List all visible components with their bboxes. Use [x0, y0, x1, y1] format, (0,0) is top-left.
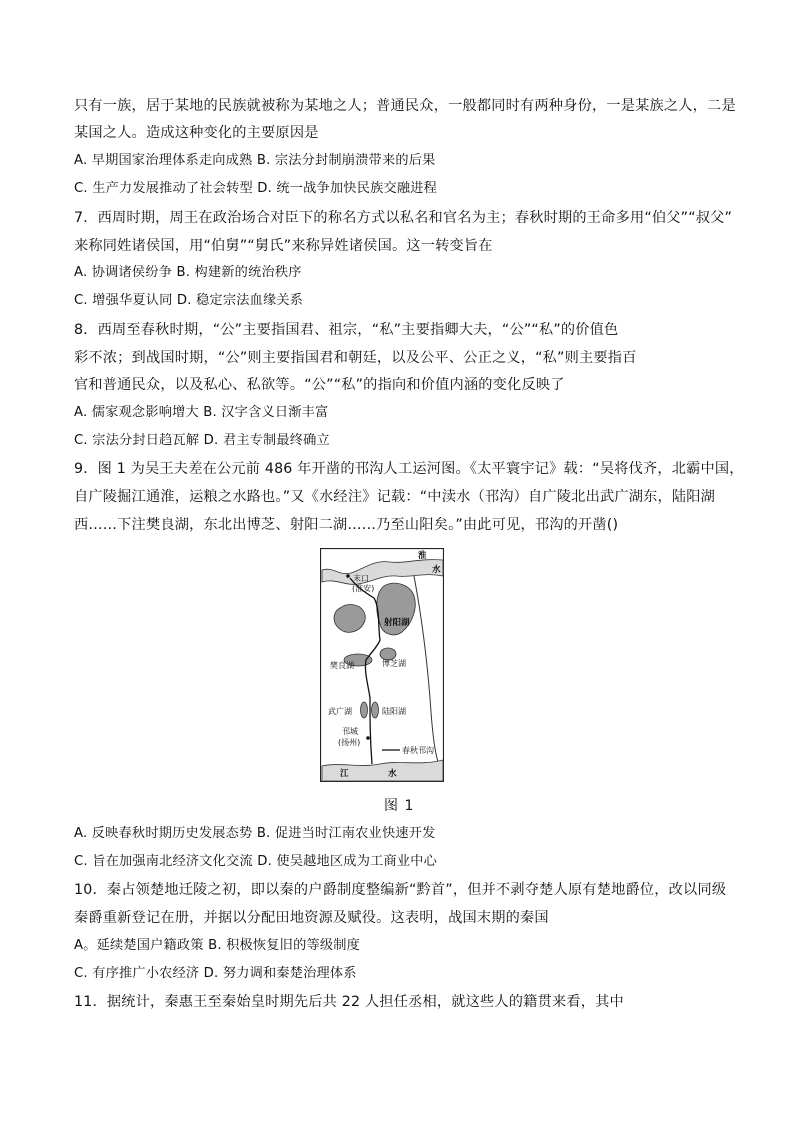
- q11-stem-line-1: 11．据统计，秦惠王至秦始皇时期先后共 22 人担任丞相，就这些人的籍贯来看，其中: [74, 994, 624, 1010]
- q10-stem-line-1: 10．秦占领楚地迁陵之初，即以秦的户爵制度整编新“黔首”，但并不剥夺楚人原有楚地爵位，改以同级: [74, 882, 727, 898]
- label-bozhi: 博芝湖: [382, 659, 406, 668]
- q8-stem-line-2: 彩不浓；到战国时期，“公”则主要指国君和朝廷，以及公平、公正之义，“私”则主要指百: [74, 350, 637, 366]
- figure-caption: 图 1: [384, 798, 415, 814]
- wuguang-lake: [361, 702, 368, 718]
- q7-stem-line-2: 来称同姓诸侯国，用“伯舅”“舅氏”来称异姓诸侯国。这一转变旨在: [74, 238, 493, 254]
- hancheng-marker: [366, 736, 370, 740]
- mokou-marker: [346, 574, 350, 578]
- hangou-canal-map: [320, 548, 444, 782]
- label-jiang: 江: [340, 769, 349, 779]
- west-lake: [334, 605, 365, 633]
- q8-options-ab: A. 儒家观念影响增大 B. 汉字含义日渐丰富: [74, 405, 329, 420]
- label-hancheng: 邗城: [342, 727, 358, 736]
- label-sheyang: 射阳湖: [384, 618, 410, 628]
- map-figure: [320, 548, 444, 782]
- label-fanliang: 樊良湖: [330, 661, 354, 670]
- label-huaian: (淮安): [352, 584, 375, 593]
- q9-options-ab: A. 反映春秋时期历史发展态势 B. 促进当时江南农业快速开发: [74, 826, 436, 841]
- q10-options-cd: C. 有序推广小农经济 D. 努力调和秦楚治理体系: [74, 966, 357, 981]
- q7-options-ab: A. 协调诸侯纷争 B. 构建新的统治秩序: [74, 265, 302, 280]
- q9-stem-line-3: 西……下注樊良湖，东北出博芝、射阳二湖……乃至山阳矣。”由此可见，邗沟的开凿(): [74, 517, 619, 533]
- q8-stem-line-3: 官和普通民众，以及私心、私欲等。“公”“私”的指向和价值内涵的变化反映了: [74, 377, 565, 393]
- q7-options-cd: C. 增强华夏认同 D. 稳定宗法血缘关系: [74, 293, 304, 308]
- q8-stem-line-1: 8．西周至春秋时期，“公”主要指国君、祖宗，“私”主要指卿大夫，“公”“私”的价值色: [74, 322, 619, 338]
- q6-options-cd: C. 生产力发展推动了社会转型 D. 统一战争加快民族交融进程: [74, 181, 438, 196]
- q9-stem-line-1: 9．图 1 为吴王夫差在公元前 486 年开凿的邗沟人工运河图。《太平寰宇记》载：“吴将伐齐，北霸中国，: [74, 461, 744, 477]
- q10-stem-line-2: 秦爵重新登记在册，并据以分配田地资源及赋役。这表明，战国末期的秦国: [74, 910, 549, 926]
- q6-stem-line-2: 某国之人。造成这种变化的主要原因是: [74, 125, 319, 141]
- label-shui-bottom: 水: [388, 769, 397, 779]
- q10-options-ab: A。延续楚国户籍政策 B. 积极恢复旧的等级制度: [74, 938, 361, 953]
- q8-options-cd: C. 宗法分封日趋瓦解 D. 君主专制最终确立: [74, 433, 330, 448]
- label-yangzhou: (扬州): [338, 738, 361, 747]
- q6-stem-line-1: 只有一族，居于某地的民族就被称为某地之人；普通民众，一般都同时有两种身份，一是某族之人，二是: [74, 98, 736, 114]
- q9-options-cd: C. 旨在加强南北经济文化交流 D. 使吴越地区成为工商业中心: [74, 854, 438, 869]
- q7-stem-line-1: 7．西周时期，周王在政治场合对臣下的称名方式以私名和官名为主；春秋时期的王命多用“伯父”“叔父”: [74, 210, 733, 226]
- label-wuguang: 武广湖: [328, 707, 352, 716]
- label-huai: 淮: [418, 551, 427, 561]
- q9-stem-line-2: 自广陵掘江通淮，运粮之水路也。”又《水经注》记载：“中渎水（邗沟）自广陵北出武广湖东，陆阳湖: [74, 489, 716, 505]
- legend-text: 春秋邗沟: [402, 746, 434, 755]
- label-mokou: 末口: [353, 574, 369, 583]
- label-luyang: 陆阳湖: [382, 707, 406, 716]
- q6-options-ab: A. 早期国家治理体系走向成熟 B. 宗法分封制崩溃带来的后果: [74, 153, 436, 168]
- luyang-lake: [372, 702, 379, 718]
- label-shui-top: 水: [432, 565, 441, 575]
